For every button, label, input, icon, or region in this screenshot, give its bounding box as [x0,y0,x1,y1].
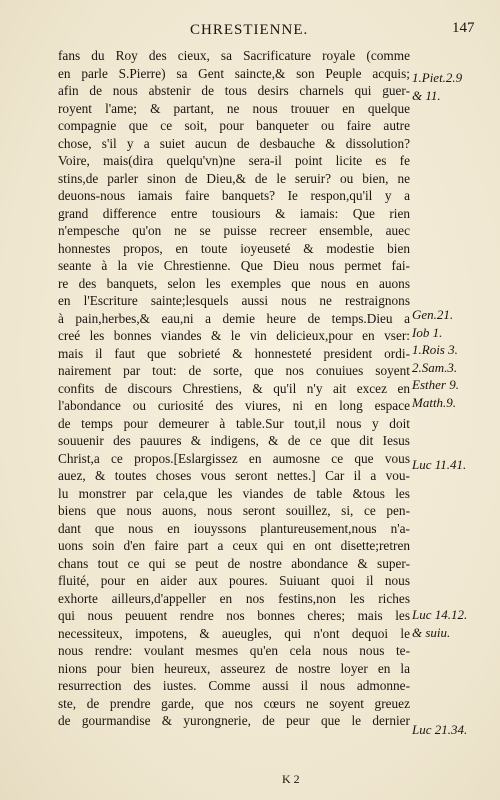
margin-reference: Luc 11.41. [412,457,467,472]
margin-reference: & suiu. [412,625,451,640]
text-line: stins,de parler sinon de Dieu,& de le seruir? ou bien, ne [58,170,410,186]
margin-reference: Gen.21. [412,307,454,322]
text-line: en l'Escriture sainte;lesquels aussi nous ne restraignons [58,293,410,308]
text-line: mais il faut que sobrieté & honnesteté president ordi- [58,345,410,361]
text-line: uons soin d'en faire part a ceux qui en ont disette;retren [58,538,410,553]
text-line: creé les bonnes viandes & le vin delicieux,pour en vser: [58,328,410,343]
text-line: confits de discours Chrestiens, & qu'il n'y ait excez en [58,380,410,396]
text-line: re des banquets, selon les exemples que nous en auons [58,275,410,291]
text-line: ste, de prendre garde, que nos cœurs ne soyent greuez [58,695,410,711]
margin-reference: Esther 9. [412,377,459,392]
body-text [58,47,410,730]
margin-reference: Luc 21.34. [412,722,468,737]
text-line: exhorte ailleurs,d'appeller en nos festins,non les riches [58,590,410,606]
text-line: n'empesche qu'on ne se puisse recreer ensemble, auec [58,223,410,238]
margin-reference: 1.Rois 3. [412,342,458,357]
text-line: auez, & toutes choses vous seront nettes.] Car il a vou- [58,468,410,483]
margin-reference: 1.Piet.2.9 [412,70,463,85]
text-line: compagnie que ce soit, pour banqueter ou faire autre [58,118,410,133]
text-line: dant que nous en iouyssons plantureusement,nous n'a- [58,520,410,536]
margin-reference: Iob 1. [412,325,443,340]
text-line: deuons-nous iamais faire banquets? Ie respon,qu'il y a [58,188,410,203]
text-line: grand difference entre tousiours & iamais: Que rien [58,205,410,221]
text-line: de temps pour demeurer à table.Sur tout,il nous y doit [58,415,410,431]
text-line: afin de nous abstenir de tous desirs charnels qui guer- [58,83,410,98]
text-line: fans du Roy des cieux, sa Sacrificature royale (comme [58,48,410,63]
text-line: biens que nous auons, nous seront souillez, si, ce pen- [58,503,410,518]
text-line: en parle S.Pierre) sa Gent saincte,& son Peuple acquis; [58,65,410,81]
text-line: nions pour bien heureux, asseurez de nostre loyer en la [58,660,410,676]
text-line: à pain,herbes,& eau,ni a demie heure de temps.Dieu a [58,310,410,326]
text-line: chose, s'il y a suiet aucun de desbauche & dissolution? [58,135,410,151]
running-head: CHRESTIENNE. [190,22,309,38]
text-line: de gourmandise & yurongnerie, de peur que le dernier [58,713,410,728]
margin-reference: Matth.9. [412,395,457,410]
text-line: seante à la vie Chrestienne. Que Dieu nous permet fai- [58,258,410,273]
signature-mark: K 2 [282,772,300,786]
text-line: Christ,a ce propos.[Eslargissez en aumosne ce que vous [58,450,410,466]
text-line: qui nous peuuent rendre nos bonnes cheres; mais les [58,608,410,623]
text-line: nous rendre: voulant mesmes qu'en cela nous nous te- [58,643,410,658]
text-line: honnestes propos, en toute ioyeuseté & modestie bien [58,240,410,256]
text-line: souuenir des pauures & indigens, & de ce que dit Iesus [58,433,410,448]
text-line: resurrection des iustes. Comme aussi il nous admonne- [58,678,410,693]
margin-reference: 2.Sam.3. [412,360,458,375]
text-line: fluité, pour en aider aux poures. Suiuant quoi il nous [58,573,410,588]
margin-reference: & 11. [412,88,441,103]
text-line: necessiteux, impotens, & aueugles, qui n'ont dequoi le [58,625,410,641]
text-line: nairement par tout: de sorte, que nos conuiues soyent [58,363,410,378]
text-line: lu monstrer par cela,que les viandes de table &tous les [58,485,410,501]
page-number: 147 [452,20,475,36]
margin-reference: Luc 14.12. [412,607,468,622]
text-line: chans tout ce qui se peut de nostre abondance & super- [58,555,410,571]
text-line: l'abondance ou curiosité des viures, ni en long espace [58,398,410,413]
text-line: Voire, mais(dira quelqu'vn)ne sera-il point licite es fe [58,153,410,168]
text-line: royent l'ame; & partant, ne nous trouuer en quelque [58,100,410,116]
